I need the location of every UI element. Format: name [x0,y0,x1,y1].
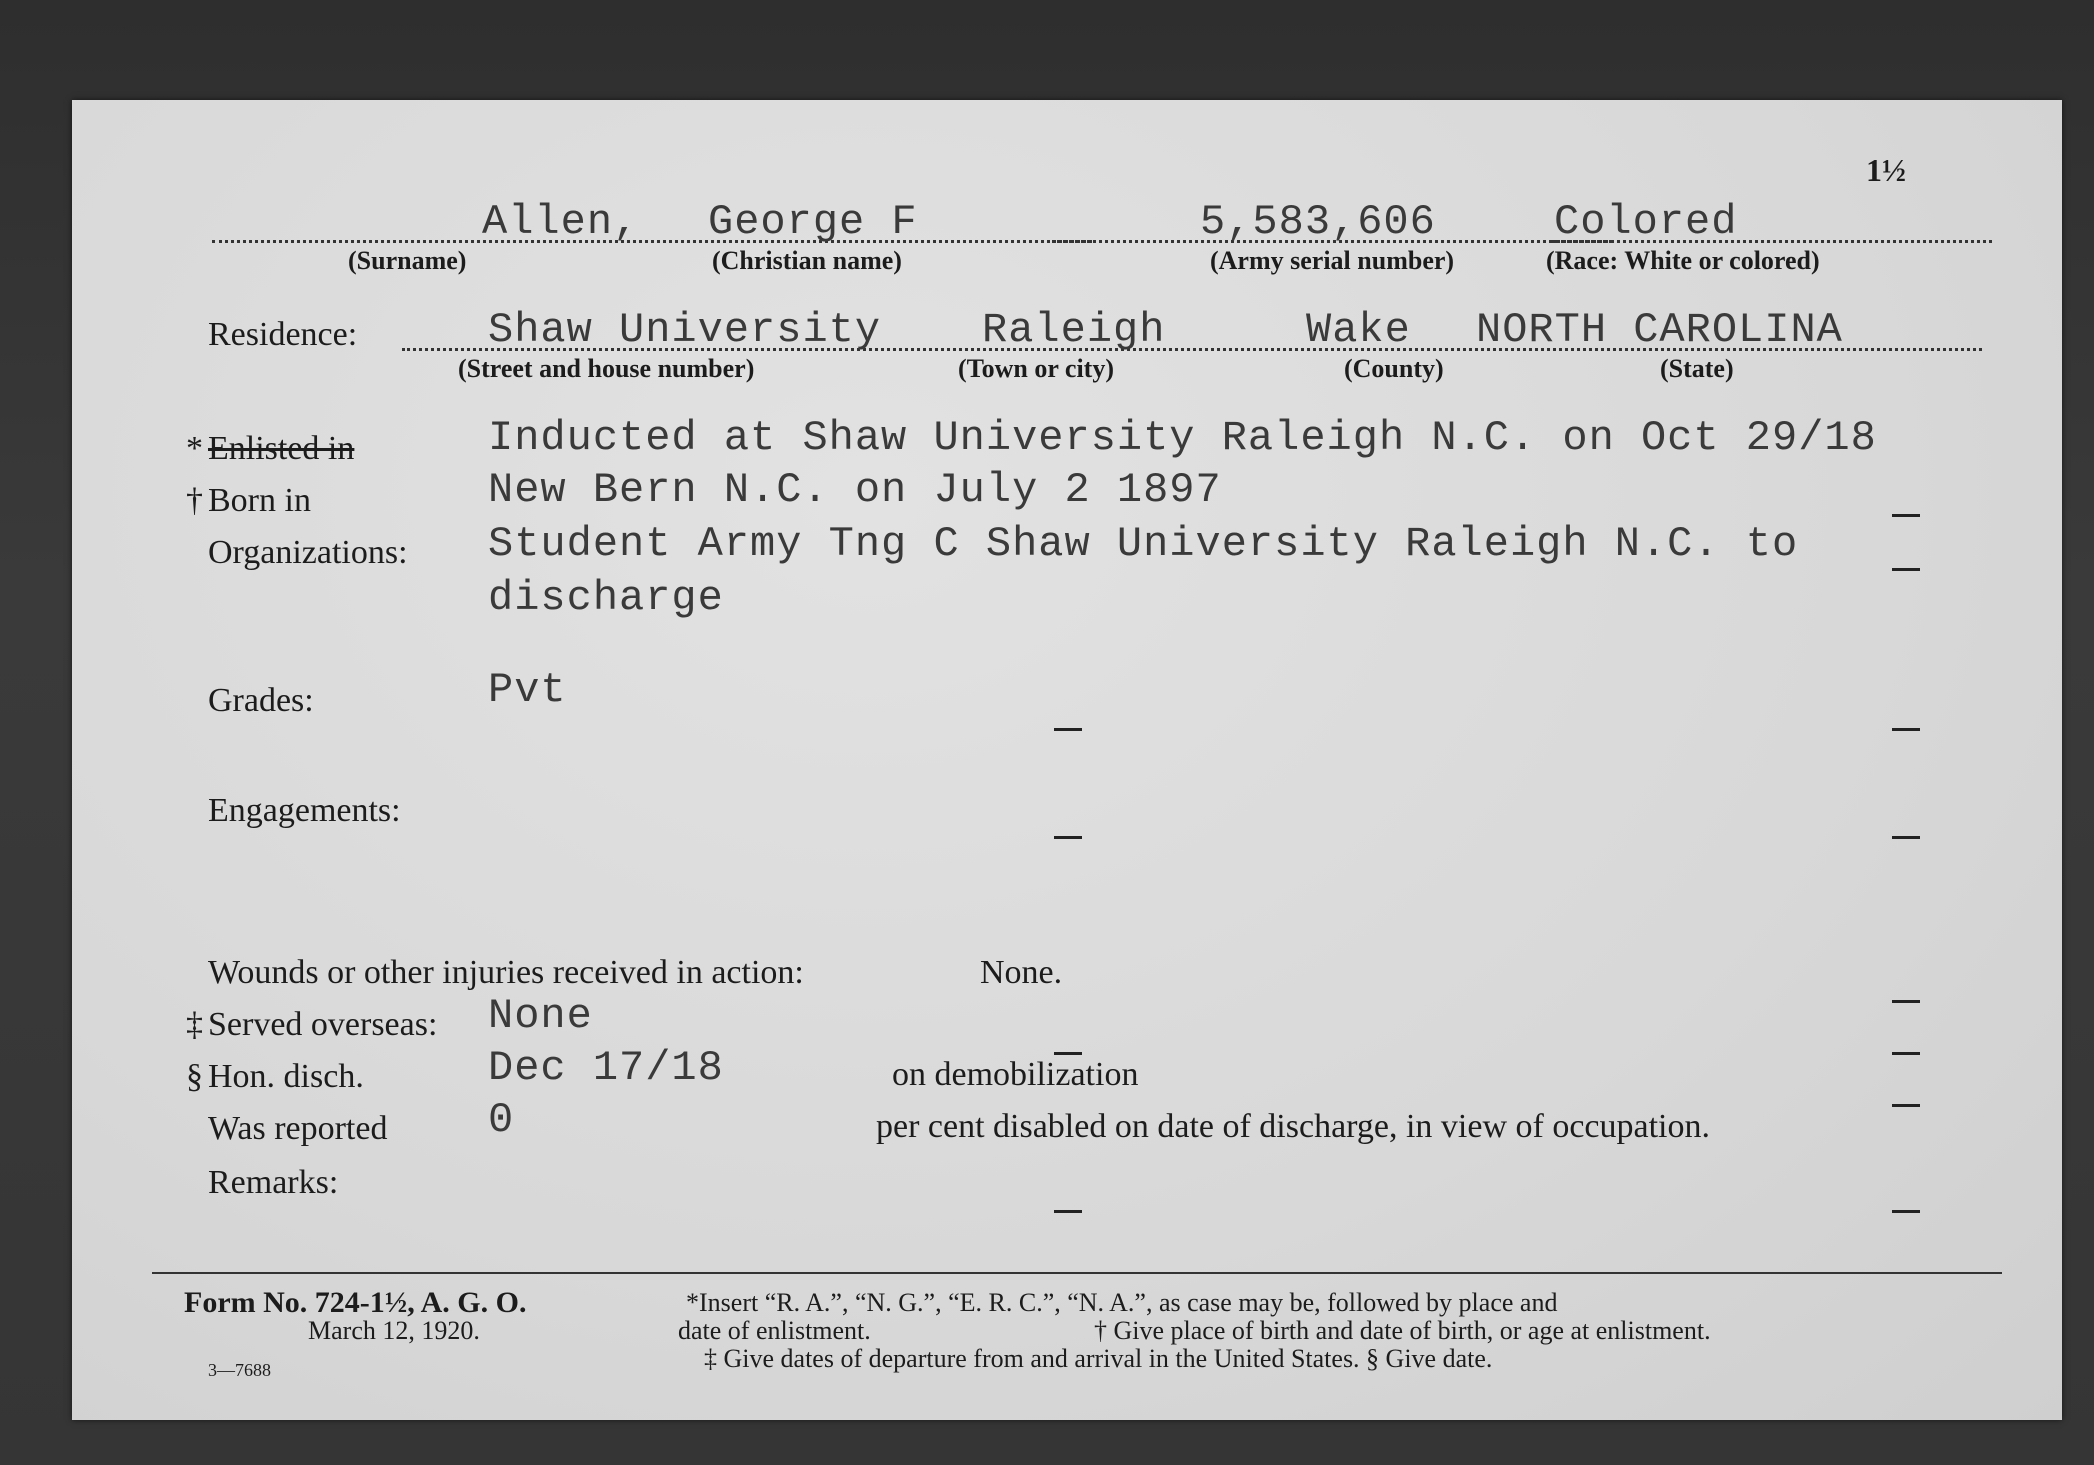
discharge-reason: on demobilization [892,1056,1139,1093]
card-corner-number: 1½ [1866,152,1906,188]
engagements-dash [1892,836,1920,839]
surname-caption: (Surname) [348,246,467,275]
organizations-value-line2: discharge [488,574,724,622]
remarks-label: Remarks: [208,1164,339,1201]
reported-text: per cent disabled on date of discharge, in view of occupation. [876,1108,1710,1145]
overseas-label: Served overseas: [208,1006,438,1043]
footer-note-3: ‡ Give dates of departure from and arrival in the United States. § Give date. [704,1344,1493,1373]
organizations-dash [1892,568,1920,571]
overseas-mid-dash [1054,1052,1082,1055]
enlisted-label: Enlisted in [208,430,355,467]
overseas-value: None [488,992,593,1040]
residence-county-value: Wake [1306,306,1411,354]
serial-number-value: 5,583,606 [1200,198,1436,246]
engagements-label: Engagements: [208,792,401,829]
town-caption: (Town or city) [958,354,1114,383]
overseas-dash [1892,1052,1920,1055]
wounds-label: Wounds or other injuries received in action: [208,954,804,991]
race-caption: (Race: White or colored) [1546,246,1820,275]
street-caption: (Street and house number) [458,354,755,383]
overseas-marker: ‡ [186,1006,203,1043]
discharge-label: Hon. disch. [208,1058,364,1095]
grades-dash [1892,728,1920,731]
footer-note-1b: date of enlistment. [678,1316,871,1345]
organizations-value-line1: Student Army Tng C Shaw University Raleigh N.C. to [488,520,1799,568]
remarks-mid-dash [1054,1210,1082,1213]
name-dotted-line [212,240,1092,243]
reported-label: Was reported [208,1110,388,1147]
form-date: March 12, 1920. [308,1316,480,1345]
enlisted-value: Inducted at Shaw University Raleigh N.C. on Oct 29/18 [488,414,1877,462]
county-caption: (County) [1344,354,1444,383]
wounds-dash [1892,1000,1920,1003]
service-record-card [72,100,2062,1420]
organizations-label: Organizations: [208,534,408,571]
wounds-value: None. [980,954,1063,991]
serial-number-caption: (Army serial number) [1210,246,1455,275]
surname-value: Allen, [482,198,640,246]
residence-state-value: NORTH CAROLINA [1476,306,1843,354]
grades-mid-dash [1054,728,1082,731]
born-value: New Bern N.C. on July 2 1897 [488,466,1222,514]
born-dash [1892,514,1920,517]
print-code: 3—7688 [208,1360,271,1380]
discharge-date-value: Dec 17/18 [488,1044,724,1092]
born-marker: † [186,482,203,519]
reported-value: 0 [488,1096,515,1144]
race-value: Colored [1554,198,1738,246]
residence-town-value: Raleigh [982,306,1166,354]
born-label: Born in [208,482,311,519]
form-number: Form No. 724-1½, A. G. O. [184,1286,527,1319]
grades-value: Pvt [488,666,567,714]
christian-name-caption: (Christian name) [712,246,902,275]
engagements-mid-dash [1054,836,1082,839]
christian-name-value: George F [708,198,918,246]
footer-note-2: † Give place of birth and date of birth, or age at enlistment. [1094,1316,1711,1345]
discharge-marker: § [186,1058,203,1095]
enlisted-marker: * [186,430,203,467]
state-caption: (State) [1660,354,1734,383]
grades-label: Grades: [208,682,314,719]
residence-label: Residence: [208,316,358,353]
residence-street-value: Shaw University [488,306,882,354]
footer-note-1a: *Insert “R. A.”, “N. G.”, “E. R. C.”, “N. A.”, as case may be, followed by place and [686,1288,1558,1317]
discharge-dash [1892,1104,1920,1107]
footer-rule [152,1272,2002,1274]
remarks-dash [1892,1210,1920,1213]
